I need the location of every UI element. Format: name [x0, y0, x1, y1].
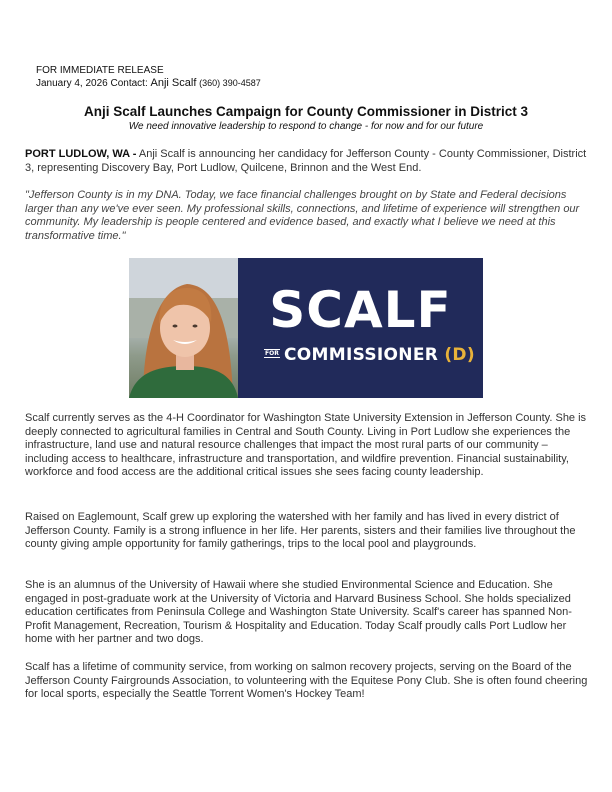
- contact-label: Contact:: [110, 78, 148, 89]
- contact-phone: (360) 390-4587: [199, 78, 261, 88]
- candidate-portrait-illustration: [129, 258, 238, 398]
- logo-party: (D): [444, 345, 475, 365]
- logo-office: [284, 344, 475, 366]
- release-header: [36, 64, 261, 90]
- body-paragraph: Scalf currently serves as the 4-H Coordinator for Washington State University Extension in Jefferson County. She is deeply connected to agricultural families in Central and South County. Living in Port Ludlow she experiences the infrastructure, land use and natural resource challenges that impact the most rural parts of our community – including access to healthcare, infrastructure and transportation, and wildfire prevention. Financial sustainability, workforce and food access are the additional critical issues she sees facing county leadership.: [25, 412, 587, 479]
- logo-name: SCALF: [269, 281, 452, 339]
- release-date: January 4, 2026: [36, 78, 108, 89]
- campaign-logo: [238, 258, 483, 398]
- candidate-photo: [129, 258, 238, 398]
- body-paragraph: Scalf has a lifetime of community service, from working on salmon recovery projects, serving on the Board of the Jefferson County Fairgrounds Association, to volunteering with the Equitese Pony Club. She is often found cheering for local sports, especially the Seattle Torrent Women's Hockey Team!: [25, 661, 588, 701]
- campaign-banner: [129, 258, 483, 398]
- release-date-contact: [36, 77, 261, 90]
- body-paragraph: She is an alumnus of the University of Hawaii where she studied Environmental Science and Education. She engaged in post-graduate work at the University of Victoria and Harvard Business School. She holds specialized education certificates from Peninsula College and Washington State University. Scalf's career has spanned Non-Profit Management, Recreation, Tourism & Hospitality and Education. Today Scalf proudly calls Port Ludlow her home with her partner and two dogs.: [25, 579, 572, 646]
- lead-text: Anji Scalf is announcing her candidacy for Jefferson County - County Commissioner, District 3, representing Discovery Bay, Port Ludlow, Quilcene, Brinnon and the West End.: [25, 148, 587, 174]
- contact-name: Anji Scalf: [150, 77, 197, 89]
- subheadline: We need innovative leadership to respond to change - for now and for our future: [128, 121, 484, 132]
- dateline: PORT LUDLOW, WA -: [25, 148, 137, 160]
- candidate-quote: "Jefferson County is in my DNA. Today, we face financial challenges brought on by State and Federal decisions larger than any we've ever seen. My professional skills, connections, and lifetime of experience will strengthen our community. My leadership is people centered and evidence based, and exactly what I believe we need at this transformative time.": [25, 189, 580, 242]
- body-paragraph: Raised on Eaglemount, Scalf grew up exploring the watershed with her family and has lived in every district of Jefferson County. Family is a strong influence in her life. Her parents, sisters and their families live throughout the county giving ample opportunity for family gatherings, trips to the local pool and playgrounds.: [25, 511, 576, 551]
- logo-for: FOR: [265, 350, 279, 357]
- logo-office-text: COMMISSIONER: [284, 345, 439, 365]
- headline: Anji Scalf Launches Campaign for County Commissioner in District 3: [83, 104, 529, 119]
- release-label: FOR IMMEDIATE RELEASE: [36, 65, 164, 76]
- lead-paragraph: [25, 148, 591, 175]
